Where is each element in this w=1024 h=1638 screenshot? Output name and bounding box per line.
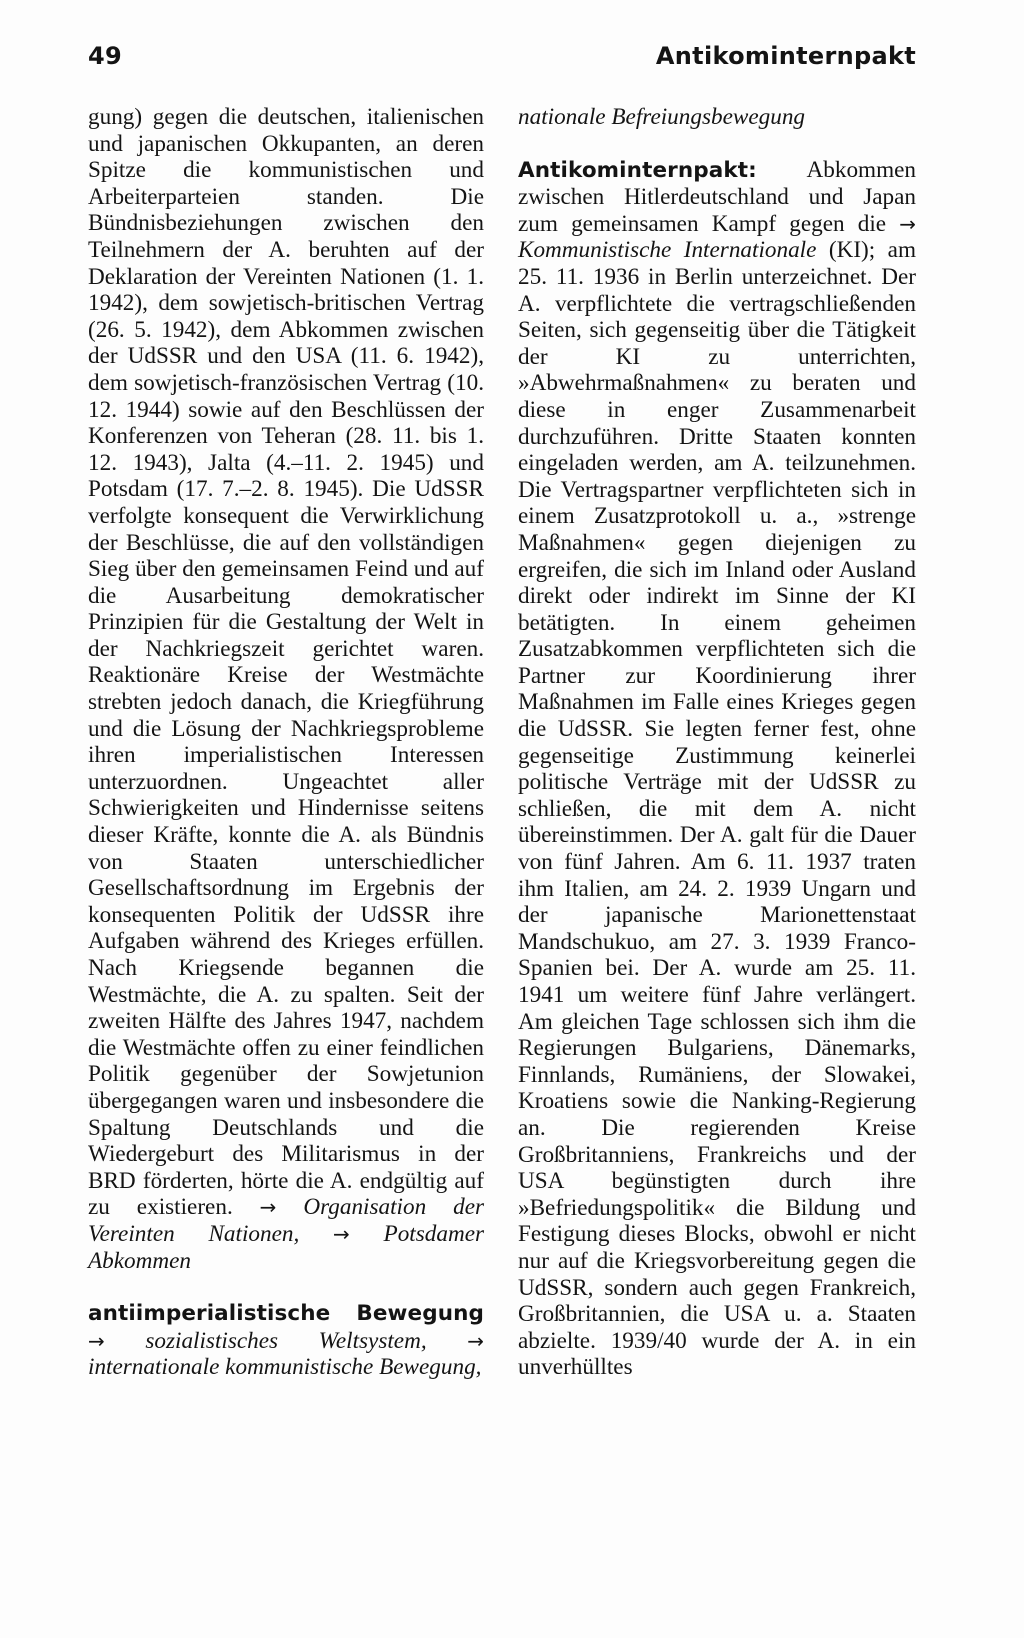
entry-antikominternpakt bbox=[518, 157, 916, 1381]
page-number: 49 bbox=[88, 42, 122, 70]
arrow-icon: → bbox=[333, 1221, 350, 1246]
entry-antihitlerkoalition-continued bbox=[88, 104, 484, 1274]
headword: Antikominternpakt: bbox=[518, 157, 757, 183]
left-column bbox=[88, 104, 484, 1381]
cross-reference[interactable]: Potsdamer Abkommen bbox=[88, 1220, 485, 1274]
arrow-icon: → bbox=[259, 1195, 277, 1220]
cross-reference[interactable]: nationale Befreiungsbewegung bbox=[518, 104, 806, 130]
arrow-icon: → bbox=[88, 1328, 105, 1353]
entry-antiimperialistische-bewegung bbox=[88, 1300, 484, 1381]
right-column bbox=[518, 104, 916, 1381]
body-text: (KI); am 25. 11. 1936 in Berlin unterzeichnet. Der A. verpflichtete die vertragschließenden Seiten, sich gegenseitig über die Tätigkeit der KI zu unterrichten, »Abwehrmaßnahmen« zu beraten und diese in enger Zusammenarbeit durchzuführen. Dritte Staaten konnten eingeladen werden, am A. teilzunehmen. Die Vertragspartner verpflichteten sich in einem Zusatzprotokoll u. a., »strenge Maßnahmen« gegen diejenigen zu ergreifen, die sich im Inland oder Ausland direkt oder indirekt im Sinne der KI betätigten. In einem geheimen Zusatzabkommen verpflichteten sich die Partner zur Koordinierung ihrer Maßnahmen im Falle eines Krieges gegen die UdSSR. Sie legten ferner fest, ohne gegenseitige Zustimmung keinerlei politische Verträge mit der UdSSR zu schließen, die mit dem A. nicht übereinstimmen. Der A. galt für die Dauer von fünf Jahren. Am 6. 11. 1937 traten ihm Italien, am 24. 2. 1939 Ungarn und der japanische Marionettenstaat Mandschukuo, am 27. 3. 1939 Franco-Spanien bei. Der A. wurde am 25. 11. 1941 um weitere fünf Jahre verlängert. Am gleichen Tage schlossen sich ihm die Regierungen Bulgariens, Dänemarks, Finnlands, Rumäniens, der Slowakei, Kroatiens sowie die Nanking-Regierung an. Die regierenden Kreise Großbritanniens, Frankreichs und der USA begünstigten durch ihre »Befriedungspolitik« die Bildung und Festigung dieses Blocks, obwohl er nicht nur auf die Kriegsvorbereitung gegen die UdSSR, sondern auch gegen Frankreich, Großbritannien, die USA u. a. Staaten abzielte. 1939/40 wurde der A. in ein unverhülltes bbox=[518, 237, 916, 1381]
arrow-icon: → bbox=[899, 211, 916, 236]
body-text: gung) gegen die deutschen, italienischen und japanischen Okkupanten, an deren Spitze die kommunistischen und Arbeiterparteien standen. Die Bündnisbeziehungen zwischen den Teilnehmern der A. beruhten auf der Deklaration der Vereinten Nationen (1. 1. 1942), dem sowjetisch-britischen Vertrag (26. 5. 1942), dem Abkommen zwischen der UdSSR und den USA (11. 6. 1942), dem sowjetisch-französischen Vertrag (10. 12. 1944) sowie auf den Beschlüssen der Konferenzen von Teheran (28. 11. bis 1. 12. 1943), Jalta (4.–11. 2. 1945) und Potsdam (17. 7.–2. 8. 1945). Die UdSSR verfolgte konsequent die Verwirklichung der Beschlüsse, die auf den vollständigen Sieg über den gemeinsamen Feind und auf die Ausarbeitung demokratischer Prinzipien für die Gestaltung der Welt in der Nachkriegszeit gerichtet waren. Reaktionäre Kreise der Westmächte strebten jedoch danach, die Kriegführung und die Lösung der Nachkriegsprobleme ihren imperialistischen Interessen unterzuordnen. Ungeachtet aller Schwierigkeiten und Hindernisse seitens dieser Kräfte, konnte die A. als Bündnis von Staaten unterschiedlicher Gesellschaftsordnung im Ergebnis der konsequenten Politik der UdSSR ihre Aufgaben während des Krieges erfüllen. Nach Kriegsende begannen die Westmächte, die A. zu spalten. Seit der zweiten Hälfte des Jahres 1947, nachdem die Westmächte offen zu einer feindlichen Politik gegenüber der Sowjetunion übergegangen waren und insbesondere die Spaltung Deutschlands und die Wiedergeburt des Militarismus in der BRD förderten, hörte die A. endgültig auf zu existieren. bbox=[88, 104, 484, 1221]
arrow-icon: → bbox=[467, 1328, 485, 1353]
headword: antiimperialistische Bewegung bbox=[88, 1301, 484, 1327]
cross-reference[interactable]: Organisation der Vereinten Nationen, bbox=[88, 1194, 485, 1247]
cross-reference[interactable]: Kommunistische Internationale bbox=[518, 237, 817, 264]
cross-reference[interactable]: internationale kommunistische Bewegung, bbox=[88, 1354, 482, 1381]
cross-reference[interactable]: sozialistisches Weltsystem, bbox=[145, 1327, 427, 1354]
body-text: Abkommen zwischen Hitlerdeutschland und Japan zum gemeinsamen Kampf gegen die bbox=[518, 156, 916, 237]
entry-continued-references bbox=[518, 104, 916, 131]
running-head: Antikominternpakt bbox=[655, 42, 916, 70]
